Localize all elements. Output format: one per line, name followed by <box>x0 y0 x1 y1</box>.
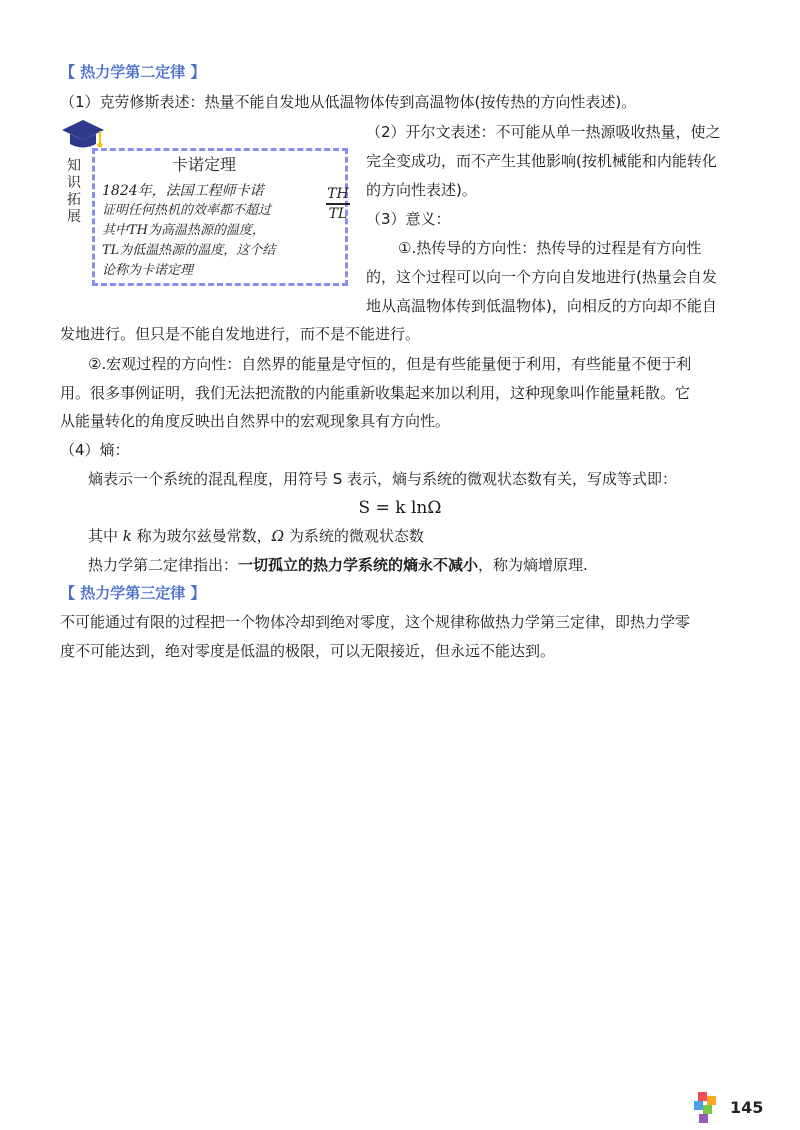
note-title: 卡诺定理 <box>172 155 237 174</box>
symbol-k: k <box>122 527 132 545</box>
third-law-line-2: 度不可能达到，绝对零度是低温的极限，可以无限接近，但永远不能达到。 <box>60 642 556 660</box>
boltzmann-text-a: 其中 <box>88 527 123 545</box>
entropy-principle-bold: 一切孤立的热力学系统的熵永不减小 <box>238 556 479 574</box>
heat-direction-line-1: ①.热传导的方向性：热传导的过程是有方向性 <box>398 239 702 257</box>
boltzmann-line <box>88 526 424 546</box>
significance-label: （3）意义： <box>366 210 451 228</box>
heat-direction-line-4: 发地进行。但只是不能自发地进行，而不是不能进行。 <box>60 325 421 343</box>
boltzmann-text-c: 为系统的微观状态数 <box>284 527 424 545</box>
note-line-2: 证明任何热机的效率都不超过 <box>102 203 272 218</box>
third-law-line-1: 不可能通过有限的过程把一个物体冷却到绝对零度，这个规律称做热力学第三定律，即热力学零 <box>60 613 691 631</box>
heat-direction-line-2: 的，这个过程可以向一个方向自发地进行(热量会自发 <box>366 268 717 286</box>
entropy-label: （4）熵： <box>60 441 130 459</box>
heat-direction-line-3: 地从高温物体传到低温物体)，向相反的方向却不能自 <box>366 297 717 315</box>
section-heading-third-law: 【 热力学第三定律 】 <box>60 584 206 602</box>
entropy-formula: S = k lnΩ <box>358 498 442 518</box>
clausius-statement: （1）克劳修斯表述：热量不能自发地从低温物体传到高温物体(按传热的方向性表述)。 <box>60 93 637 111</box>
kelvin-line-1: （2）开尔文表述：不可能从单一热源吸收热量，使之 <box>366 123 721 141</box>
kelvin-line-2: 完全变成功，而不产生其他影响(按机械能和内能转化 <box>366 152 717 170</box>
second-law-text-a: 热力学第二定律指出： <box>88 556 239 574</box>
boltzmann-text-b: 称为玻尔兹曼常数， <box>131 527 272 545</box>
macro-direction-line-3: 从能量转化的角度反映出自然界中的宏观现象具有方向性。 <box>60 412 451 430</box>
macro-direction-line-1: ②.宏观过程的方向性：自然界的能量是守恒的，但是有些能量便于利用，有些能量不便于利 <box>88 355 692 373</box>
note-line-3: 其中TH为高温热源的温度， <box>102 223 266 238</box>
symbol-omega: Ω <box>271 527 285 545</box>
note-side-label: 知识拓展 <box>67 158 81 225</box>
kelvin-line-3: 的方向性表述)。 <box>366 181 477 199</box>
entropy-increase-line <box>88 555 588 575</box>
fraction-denominator: TL <box>328 205 348 222</box>
macro-direction-line-2: 用。很多事例证明，我们无法把流散的内能重新收集起来加以利用，这种现象叫作能量耗散。它 <box>60 384 691 402</box>
note-line-1: 1824年，法国工程师卡诺 <box>102 183 264 199</box>
logo-icon <box>690 1090 722 1126</box>
entropy-definition: 熵表示一个系统的混乱程度，用符号 S 表示，熵与系统的微观状态数有关，写成等式即： <box>88 470 678 488</box>
fraction-bar <box>326 203 350 205</box>
efficiency-fraction <box>326 186 350 222</box>
note-line-4: TL为低温热源的温度，这个结 <box>102 243 276 258</box>
fraction-numerator: TH <box>327 186 349 202</box>
page-number: 145 <box>730 1098 764 1117</box>
section-heading-second-law: 【 热力学第二定律 】 <box>60 63 206 81</box>
note-line-5: 论称为卡诺定理 <box>102 263 194 278</box>
second-law-text-c: ，称为熵增原理. <box>478 556 588 574</box>
